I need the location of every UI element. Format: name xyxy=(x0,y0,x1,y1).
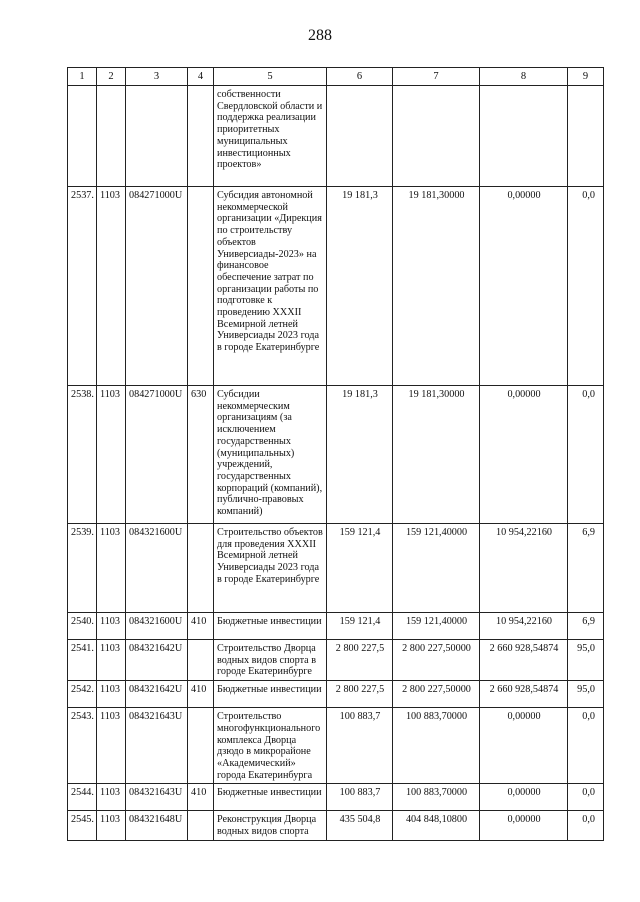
section-code xyxy=(97,86,126,187)
section-code: 1103 xyxy=(97,524,126,613)
item-name: Строительство Дворца водных видов спорта в городе Екатеринбурге xyxy=(214,640,327,681)
column-header: 1 xyxy=(68,68,97,86)
table-row xyxy=(68,681,604,708)
table-row xyxy=(68,524,604,613)
target-article-code: 084271000U xyxy=(126,187,188,386)
row-number: 2538. xyxy=(68,386,97,524)
amount-approved: 2 800 227,50000 xyxy=(393,640,480,681)
column-header: 8 xyxy=(480,68,568,86)
amount-executed: 0,00000 xyxy=(480,187,568,386)
expense-type-code xyxy=(188,640,214,681)
section-code: 1103 xyxy=(97,708,126,784)
expense-type-code: 410 xyxy=(188,613,214,640)
amount-executed: 0,00000 xyxy=(480,784,568,811)
execution-percent: 6,9 xyxy=(568,524,604,613)
table-row xyxy=(68,613,604,640)
amount-approved xyxy=(393,86,480,187)
amount-executed: 2 660 928,54874 xyxy=(480,640,568,681)
target-article-code: 084321600U xyxy=(126,524,188,613)
row-number: 2541. xyxy=(68,640,97,681)
amount-planned: 2 800 227,5 xyxy=(327,640,393,681)
column-header: 7 xyxy=(393,68,480,86)
amount-approved: 100 883,70000 xyxy=(393,708,480,784)
execution-percent: 0,0 xyxy=(568,784,604,811)
amount-executed xyxy=(480,86,568,187)
expense-type-code: 410 xyxy=(188,681,214,708)
column-header: 4 xyxy=(188,68,214,86)
amount-approved: 19 181,30000 xyxy=(393,187,480,386)
item-name: Субсидия автономной некоммерческой организации «Дирекция по строительству объектов Универсиады-2023» на финансовое обеспечение затрат по организации работы по подготовке к проведению XXXII Всемирной летней Универсиады 2023 года в городе Екатеринбурге xyxy=(214,187,327,386)
target-article-code: 084321642U xyxy=(126,681,188,708)
row-number: 2543. xyxy=(68,708,97,784)
target-article-code: 084271000U xyxy=(126,386,188,524)
amount-planned xyxy=(327,86,393,187)
section-code: 1103 xyxy=(97,187,126,386)
execution-percent: 0,0 xyxy=(568,811,604,840)
amount-executed: 10 954,22160 xyxy=(480,524,568,613)
amount-executed: 0,00000 xyxy=(480,811,568,840)
page-number: 288 xyxy=(308,27,332,44)
expense-type-code xyxy=(188,187,214,386)
row-number: 2542. xyxy=(68,681,97,708)
amount-planned: 100 883,7 xyxy=(327,708,393,784)
row-number: 2537. xyxy=(68,187,97,386)
amount-executed: 2 660 928,54874 xyxy=(480,681,568,708)
amount-approved: 159 121,40000 xyxy=(393,524,480,613)
section-code: 1103 xyxy=(97,386,126,524)
header-row xyxy=(68,68,604,86)
column-header: 5 xyxy=(214,68,327,86)
section-code: 1103 xyxy=(97,640,126,681)
section-code: 1103 xyxy=(97,681,126,708)
budget-table xyxy=(67,67,604,841)
amount-executed: 10 954,22160 xyxy=(480,613,568,640)
amount-planned: 159 121,4 xyxy=(327,524,393,613)
execution-percent xyxy=(568,86,604,187)
target-article-code: 084321648U xyxy=(126,811,188,840)
row-number xyxy=(68,86,97,187)
item-name: Бюджетные инвестиции xyxy=(214,681,327,708)
amount-approved: 2 800 227,50000 xyxy=(393,681,480,708)
item-name: Бюджетные инвестиции xyxy=(214,784,327,811)
item-name: Строительство многофункционального комплекса Дворца дзюдо в микрорайоне «Академический» города Екатеринбурга xyxy=(214,708,327,784)
execution-percent: 0,0 xyxy=(568,187,604,386)
item-name: Субсидии некоммерческим организациям (за исключением государственных (муниципальных) учреждений, государственных корпораций (компаний), публично-правовых компаний) xyxy=(214,386,327,524)
table-row xyxy=(68,784,604,811)
expense-type-code xyxy=(188,86,214,187)
column-header: 3 xyxy=(126,68,188,86)
amount-approved: 404 848,10800 xyxy=(393,811,480,840)
table-row xyxy=(68,640,604,681)
section-code: 1103 xyxy=(97,613,126,640)
item-name: Реконструкция Дворца водных видов спорта xyxy=(214,811,327,840)
section-code: 1103 xyxy=(97,811,126,840)
expense-type-code: 630 xyxy=(188,386,214,524)
execution-percent: 95,0 xyxy=(568,681,604,708)
expense-type-code xyxy=(188,811,214,840)
amount-planned: 435 504,8 xyxy=(327,811,393,840)
expense-type-code: 410 xyxy=(188,784,214,811)
execution-percent: 95,0 xyxy=(568,640,604,681)
amount-planned: 2 800 227,5 xyxy=(327,681,393,708)
table-row xyxy=(68,811,604,840)
column-header: 2 xyxy=(97,68,126,86)
amount-executed: 0,00000 xyxy=(480,386,568,524)
execution-percent: 0,0 xyxy=(568,708,604,784)
target-article-code xyxy=(126,86,188,187)
amount-planned: 159 121,4 xyxy=(327,613,393,640)
column-header: 6 xyxy=(327,68,393,86)
target-article-code: 084321600U xyxy=(126,613,188,640)
amount-executed: 0,00000 xyxy=(480,708,568,784)
row-number: 2544. xyxy=(68,784,97,811)
target-article-code: 084321643U xyxy=(126,784,188,811)
execution-percent: 0,0 xyxy=(568,386,604,524)
item-name: собственности Свердловской области и поддержка реализации приоритетных муниципальных инвестиционных проектов» xyxy=(214,86,327,187)
table-row xyxy=(68,708,604,784)
table-row xyxy=(68,187,604,386)
row-number: 2545. xyxy=(68,811,97,840)
target-article-code: 084321643U xyxy=(126,708,188,784)
execution-percent: 6,9 xyxy=(568,613,604,640)
item-name: Строительство объектов для проведения XXXII Всемирной летней Универсиады 2023 года в городе Екатеринбурге xyxy=(214,524,327,613)
amount-approved: 159 121,40000 xyxy=(393,613,480,640)
amount-planned: 100 883,7 xyxy=(327,784,393,811)
section-code: 1103 xyxy=(97,784,126,811)
item-name: Бюджетные инвестиции xyxy=(214,613,327,640)
table-row xyxy=(68,386,604,524)
row-number: 2539. xyxy=(68,524,97,613)
target-article-code: 084321642U xyxy=(126,640,188,681)
amount-planned: 19 181,3 xyxy=(327,386,393,524)
expense-type-code xyxy=(188,708,214,784)
amount-planned: 19 181,3 xyxy=(327,187,393,386)
amount-approved: 19 181,30000 xyxy=(393,386,480,524)
row-number: 2540. xyxy=(68,613,97,640)
column-header: 9 xyxy=(568,68,604,86)
expense-type-code xyxy=(188,524,214,613)
amount-approved: 100 883,70000 xyxy=(393,784,480,811)
table-row xyxy=(68,86,604,187)
